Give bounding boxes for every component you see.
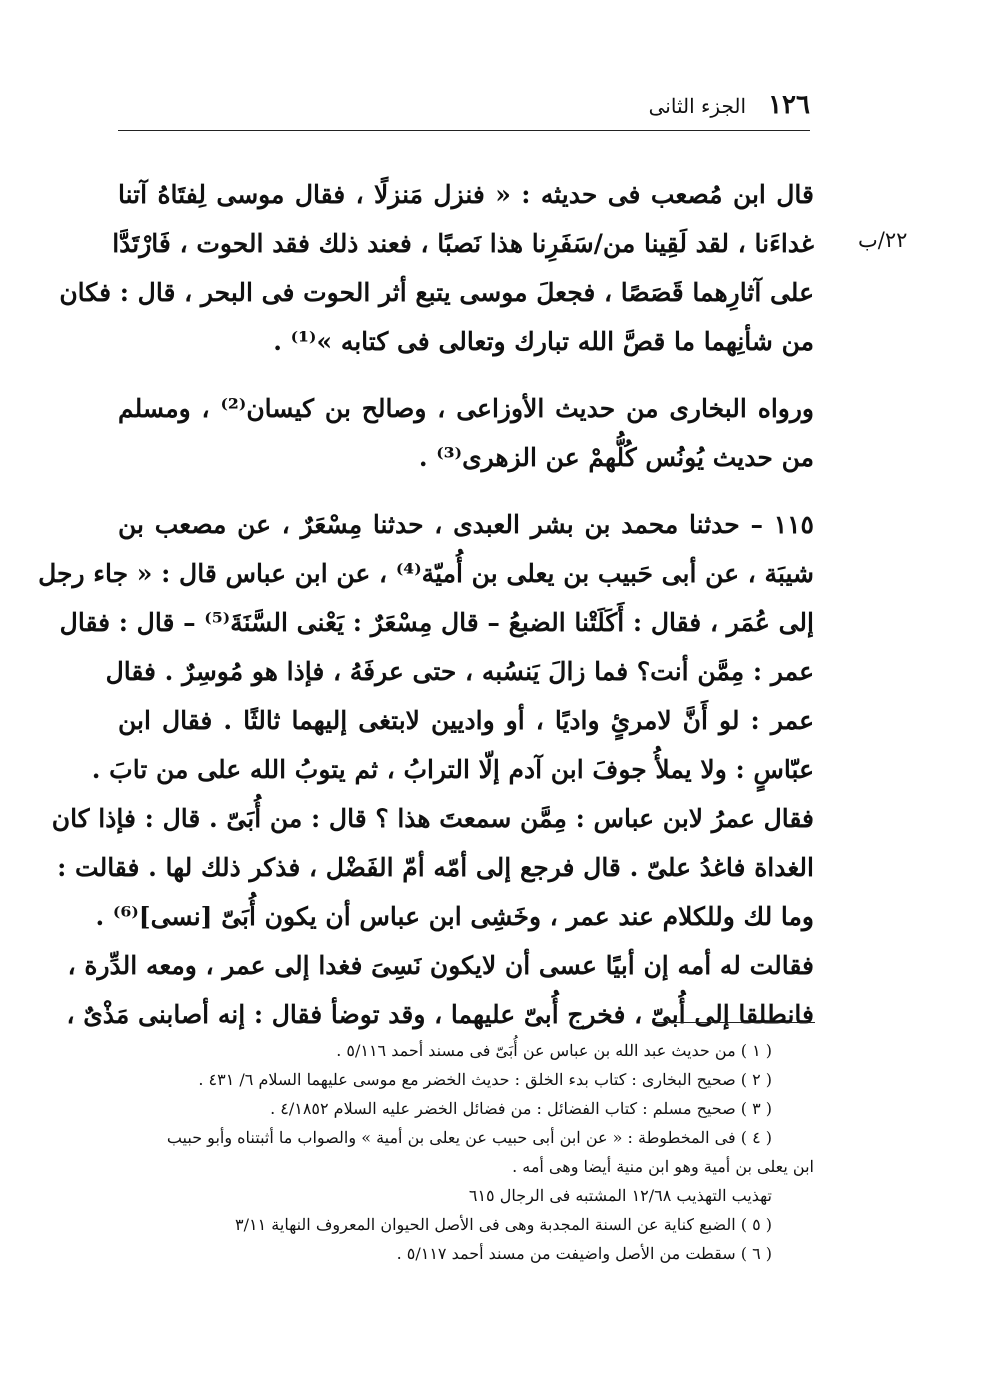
- footnotes: [118, 1036, 814, 1268]
- footnote-line: ( ٤ ) فى المخطوطة : « عن ابن أبى حبيب عن يعلى بن أمية » والصواب ما أثبتناه وأبو حبيب: [166, 1128, 772, 1147]
- paragraph-gap: [118, 366, 814, 384]
- text-line: من حديث يُونُس كُلُّهمْ عن الزهرى⁽³⁾ .: [418, 443, 814, 472]
- text-line: على آثارِهما قَصَصًا ، فجعلَ موسى يتبع أثر الحوت فى البحر ، قال : فكان: [59, 278, 814, 307]
- footnote-line: تهذيب التهذيب ١٢/٦٨ المشتبه فى الرجال ٦١٥: [468, 1186, 772, 1205]
- paragraph: [118, 384, 814, 482]
- text-line: وما لك وللكلام عند عمر ، وخَشِى ابن عباس أن يكون أُبَىّ [نسى]⁽⁶⁾ .: [95, 902, 814, 931]
- footnote-line: ابن يعلى بن أمية وهو ابن منية أيضا وهى أمه .: [512, 1157, 814, 1176]
- text-line: عمر : لو أَنَّ لامرئٍ واديًا ، أو واديين لابتغى إليهما ثالثًا . فقال ابن: [118, 706, 814, 735]
- paragraph: [38, 500, 814, 1039]
- footnote-line: ( ٥ ) الضبع كناية عن السنة المجدبة وهى فى الأصل الحيوان المعروف النهاية ٣/١١: [235, 1215, 772, 1234]
- text-line: ١١٥ – حدثنا محمد بن بشر العبدى ، حدثنا مِسْعَرٌ ، عن مصعب بن: [118, 510, 814, 539]
- paragraph-gap: [118, 482, 814, 500]
- text-line: عمر : مِمَّن أنت؟ فما زالَ يَنسُبه ، حتى عرفَهُ ، فإذا هو مُوسِرٌ . فقال: [105, 657, 814, 686]
- text-line: غداءَنا ، لقد لَقِينا من/سَفَرِنا هذا نَصبًا ، فعند ذلك فقد الحوت ، فَارْتَدَّا: [112, 229, 814, 258]
- page-number: ١٢٦: [768, 90, 810, 120]
- footnote-separator: [655, 1022, 815, 1023]
- footnote-line: ( ٢ ) صحيح البخارى : كتاب بدء الخلق : حديث الخضر مع موسى عليهما السلام ٦/ ٤٣١ .: [198, 1070, 772, 1089]
- text-line: فقال عمرُ لابن عباس : مِمَّن سمعتَ هذا ؟ قال : من أُبَىّ . قال : فإذا كان: [51, 804, 814, 833]
- text-line: ورواه البخارى من حديث الأوزاعى ، وصالح بن كيسان⁽²⁾ ، ومسلم: [118, 394, 814, 423]
- footnote-line: ( ١ ) من حديث عبد الله بن عباس عن أُبَىّ فى مسند أحمد ٥/١١٦ .: [336, 1041, 772, 1060]
- text-line: الغداة فاغدُ علىّ . قال فرجع إلى أمّه أمّ الفَضْل ، فذكر ذلك لها . فقالت :: [57, 853, 814, 882]
- running-title: الجزء الثانى: [648, 94, 746, 118]
- text-line: فقالت له أمه إن أبيًا عسى أن لايكون نَسِىَ فغدا إلى عمر ، ومعه الدِّرة ،: [67, 951, 814, 980]
- text-line: إلى عُمَر ، فقال : أَكَلَتْنا الضبعُ – قال مِسْعَرٌ : يَعْنى السَّنَةَ⁽⁵⁾ – قال : فقال: [59, 608, 814, 637]
- footnote-line: ( ٣ ) صحيح مسلم : كتاب الفضائل : من فضائل الخضر عليه السلام ٤/١٨٥٢ .: [270, 1099, 772, 1118]
- paragraph: [59, 170, 814, 366]
- running-header: [118, 90, 810, 131]
- main-text: [38, 170, 814, 1039]
- text-line: قال ابن مُصعب فى حديثه : « فنزل مَنزلًا ، فقال موسى لِفتَاهُ آتنا: [118, 180, 814, 209]
- text-line: فانطلقا إلى أُبىّ ، فخرج أُبىّ عليهما ، وقد توضأ فقال : إنه أصابنى مَذْىٌ ،: [66, 1000, 814, 1029]
- text-line: شيبَة ، عن أبى حَبيب بن يعلى بن أُميّة⁽⁴⁾ ، عن ابن عباس قال : « جاء رجل: [38, 559, 814, 588]
- manuscript-folio-note: ٢٢/ب: [858, 228, 908, 252]
- footnote-line: ( ٦ ) سقطت من الأصل واضيفت من مسند أحمد ٥/١١٧ .: [396, 1244, 772, 1263]
- text-line: من شأنِهما ما قصَّ الله تبارك وتعالى فى كتابه »⁽¹⁾ .: [273, 327, 814, 356]
- text-line: عبّاسٍ : ولا يملأُ جوفَ ابن آدم إلّا الترابُ ، ثم يتوبُ الله على من تابَ .: [91, 755, 814, 784]
